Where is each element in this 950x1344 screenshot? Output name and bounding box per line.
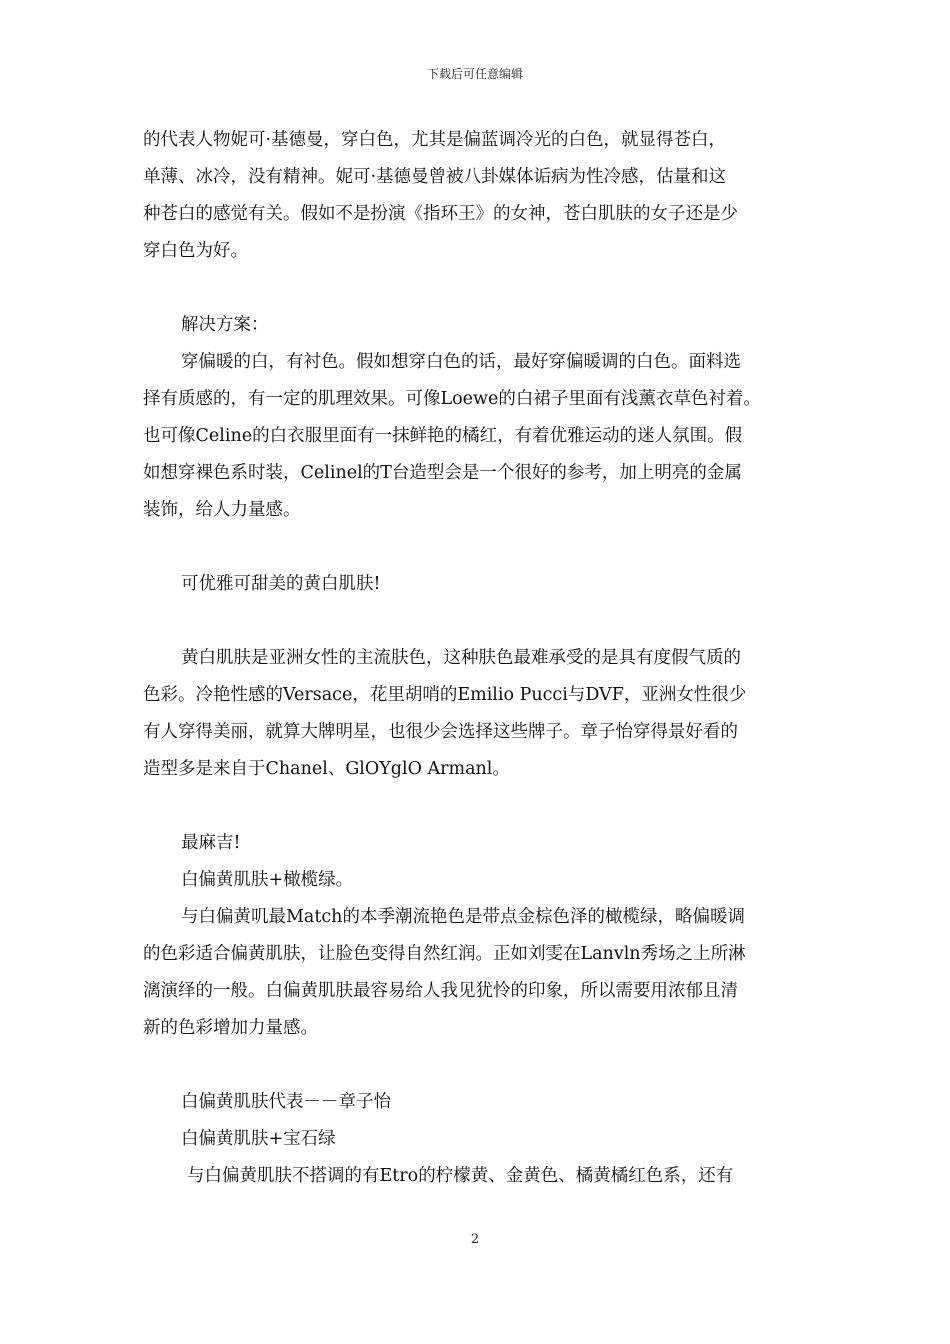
text-line: 色彩。冷艳性感的Versace，花里胡哨的Emilio Pucci与DVF，亚洲女性很少: [143, 685, 747, 705]
paragraph-olive-green: [143, 825, 815, 1047]
section-subheading: 白偏黄肌肤+宝石绿: [181, 1129, 336, 1149]
section-subheading: 白偏黄肌肤+橄榄绿。: [181, 870, 354, 890]
text-line: 造型多是来自于Chanel、GlOYglO Armanl。: [143, 759, 510, 779]
text-line: 穿白色为好。: [143, 241, 248, 261]
text-line: 装饰，给人力量感。: [143, 500, 301, 520]
text-line: 种苍白的感觉有关。假如不是扮演《指环王》的女神，苍白肌肤的女子还是少: [143, 204, 738, 224]
paragraph-gap: [143, 603, 815, 640]
paragraph-solution: [143, 307, 815, 529]
paragraph-gap: [143, 270, 815, 307]
text-line: 如想穿裸色系时装，Celinel的T台造型会是一个很好的参考，加上明亮的金属: [143, 463, 742, 483]
section-heading: 可优雅可甜美的黄白肌肤!: [181, 574, 381, 594]
text-line: 与白偏黄叽最Match的本季潮流艳色是带点金棕色泽的橄榄绿，略偏暖调: [181, 907, 745, 927]
paragraph-gap: [143, 788, 815, 825]
document-body: [143, 122, 815, 1195]
paragraph-yellow-white-skin: [143, 640, 815, 788]
section-heading: 白偏黄肌肤代表－－章子怡: [181, 1092, 391, 1112]
paragraph-gap: [143, 529, 815, 566]
text-line: 与白偏黄肌肤不搭调的有Etro的柠檬黄、金黄色、橘黄橘红色系，还有: [187, 1166, 734, 1186]
text-line: 新的色彩增加力量感。: [143, 1018, 318, 1038]
text-line: 也可像Celine的白衣服里面有一抹鲜艳的橘红，有着优雅运动的迷人氛围。假: [143, 426, 743, 446]
text-line: 择有质感的，有一定的肌理效果。可像Loewe的白裙子里面有浅薰衣草色衬着。: [143, 389, 761, 409]
paragraph-nicole-kidman: [143, 122, 815, 270]
text-line: 有人穿得美丽，就算大牌明星，也很少会选择这些牌子。章子怡穿得景好看的: [143, 722, 738, 742]
text-line: 穿偏暖的白，有衬色。假如想穿白色的话，最好穿偏暖调的白色。面料选: [181, 352, 741, 372]
text-line: 的代表人物妮可·基德曼，穿白色，尤其是偏蓝调冷光的白色，就显得苍白，: [143, 130, 727, 150]
text-line: 黄白肌肤是亚洲女性的主流肤色，这种肤色最难承受的是具有度假气质的: [181, 648, 741, 668]
page-header: 下载后可任意编辑: [426, 67, 523, 81]
paragraph-gem-green: [143, 1084, 815, 1195]
paragraph-yellow-white-heading: [143, 566, 815, 603]
text-line: 单薄、冰冷，没有精神。妮可·基德曼曾被八卦媒体诟病为性冷感，估量和这: [143, 167, 727, 187]
section-heading: 最麻吉!: [181, 833, 241, 853]
page-number: 2: [470, 1232, 480, 1247]
paragraph-gap: [143, 1047, 815, 1084]
text-line: 的色彩适合偏黄肌肤，让脸色变得自然红润。正如刘雯在Lanvln秀场之上所淋: [143, 944, 746, 964]
section-heading: 解决方案：: [181, 315, 269, 335]
text-line: 漓演绎的一般。白偏黄肌肤最容易给人我见犹怜的印象，所以需要用浓郁且清: [143, 981, 738, 1001]
